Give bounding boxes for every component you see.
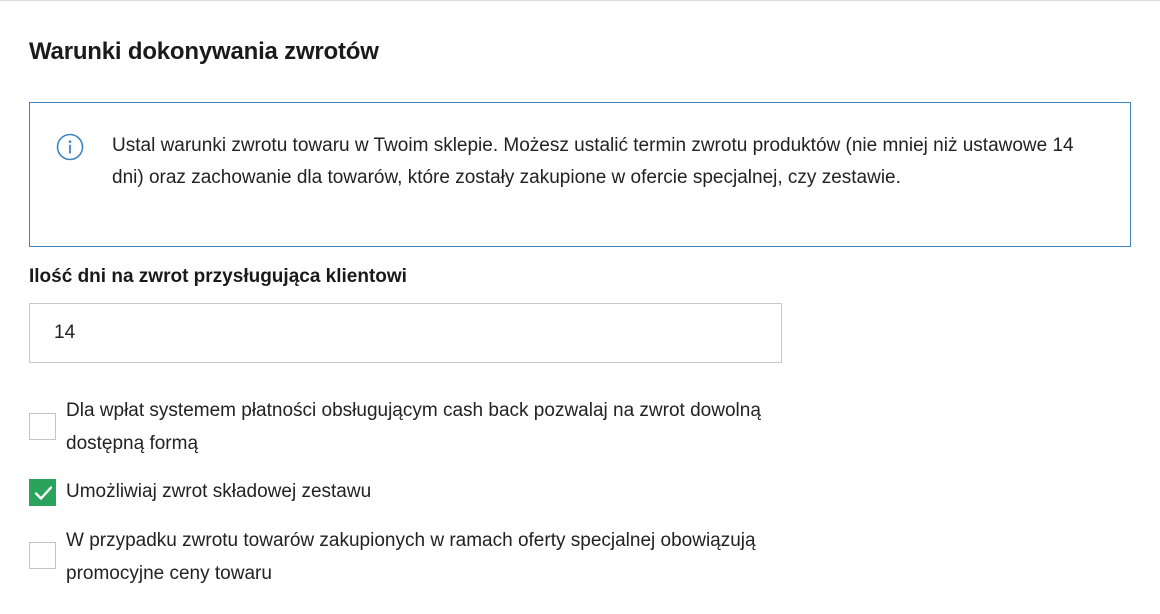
option-promo-price-checkbox[interactable] bbox=[29, 542, 56, 569]
option-bundle-component-label: Umożliwiaj zwrot składowej zestawu bbox=[66, 481, 372, 502]
info-box bbox=[29, 102, 1131, 247]
section-title: Warunki dokonywania zwrotów bbox=[29, 38, 379, 65]
info-text: Ustal warunki zwrotu towaru w Twoim sklepie. Możesz ustalić termin zwrotu produktów (nie mniej niż ustawowe 14 dni) oraz zachowanie dla towarów, które zostały zakupione w ofercie specjalnej, czy zestawie. bbox=[112, 135, 1074, 188]
top-divider bbox=[0, 0, 1160, 1]
checkmark-icon bbox=[34, 485, 53, 502]
option-bundle-component-checkbox[interactable] bbox=[29, 479, 56, 506]
option-promo-price-label: W przypadku zwrotu towarów zakupionych w ramach oferty specjalnej obowiązują promocyjne ceny towaru bbox=[66, 530, 756, 584]
option-cashback-checkbox[interactable] bbox=[29, 413, 56, 440]
option-cashback-label: Dla wpłat systemem płatności obsługującym cash back pozwalaj na zwrot dowolną dostępną formą bbox=[66, 400, 761, 454]
return-days-input[interactable] bbox=[29, 303, 782, 363]
return-days-label: Ilość dni na zwrot przysługująca klientowi bbox=[29, 266, 407, 287]
info-circle-icon bbox=[56, 133, 84, 161]
